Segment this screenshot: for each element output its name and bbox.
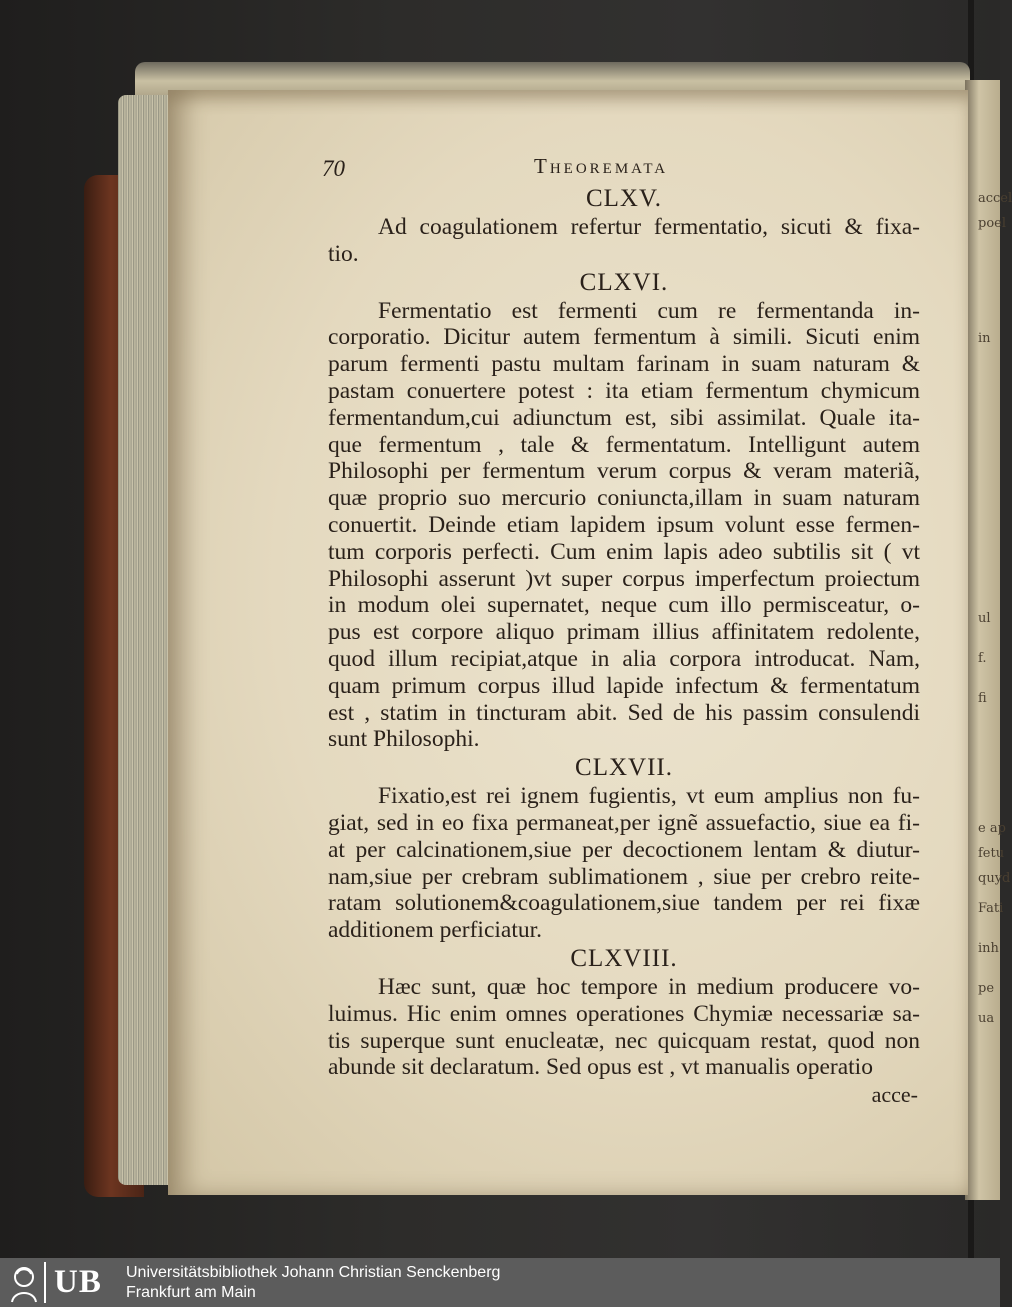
text-line: additionem perficiatur. [328, 917, 543, 944]
text-line: nam,siue per crebram sublimationem , siue per crebro reite- [328, 863, 920, 890]
text-line: luimus. Hic enim omnes operationes Chymiæ necessariæ sa- [328, 1000, 920, 1027]
section-paragraph [328, 298, 920, 754]
facing-page-fragment: inh [978, 941, 999, 956]
facing-page-fragment: fi [978, 691, 987, 706]
section-heading: CLXVII. [575, 754, 673, 782]
text-line: est , statim in tincturam abit. Sed de his passim consulendi [328, 699, 920, 726]
page-number: 70 [322, 156, 345, 181]
facing-page-fragment: ua [978, 1011, 995, 1026]
section-paragraph [328, 214, 920, 268]
text-line: Fixatio,est rei ignem fugientis, vt eum amplius non fu- [378, 783, 920, 810]
sections [328, 184, 920, 1081]
text-line: parum fermenti pastu multam farinam in suam naturam & [328, 351, 920, 378]
logo-text: UB [54, 1264, 102, 1300]
text-line: Philosophi asserunt )vt super corpus imperfectum proiectum [328, 565, 920, 592]
portrait-logo-icon [4, 1262, 46, 1303]
section-paragraph [328, 974, 920, 1081]
text-line: sunt Philosophi. [328, 726, 480, 753]
catchword: acce- [871, 1082, 918, 1108]
text-line: pus est corpore aliquo primam illius affinitatem redolente, [328, 619, 920, 646]
page-header [322, 150, 920, 184]
facing-page-fragment: f. [978, 651, 987, 666]
facing-page-fragment: in [978, 331, 991, 346]
text-line: fermentandum,cui adiunctum est, sibi assimilat. Quale ita- [328, 404, 920, 431]
text-line: quod illum recipiat,atque in alia corpora introducat. Nam, [328, 645, 920, 672]
running-head: Theoremata [534, 154, 669, 178]
text-line: in modum olei supernatet, neque cum illo permisceatur, o- [328, 592, 920, 619]
library-footer [0, 1258, 1000, 1307]
text-line: Fermentatio est fermenti cum re fermentanda in- [378, 297, 920, 324]
text-line: giat, sed in eo fixa permaneat,per ignẽ assuefactio, siue ea fi- [328, 809, 920, 836]
text-line: abunde sit declaratum. Sed opus est , vt manualis operatio [328, 1054, 873, 1081]
text-line: conuertit. Deinde etiam lapidem ipsum volunt esse fermen- [328, 511, 920, 538]
institution-line-2: Frankfurt am Main [126, 1284, 256, 1301]
facing-page-fragment: fetu [978, 846, 1005, 861]
institution-name [126, 1263, 500, 1303]
facing-page-edge [965, 80, 1012, 1200]
text-line: at per calcinationem,siue per decoctionem lentam & diutur- [328, 836, 920, 863]
text-line: que fermentum , tale & fermentatum. Intelligunt autem [328, 431, 920, 458]
facing-page-fragment: accel [978, 191, 1012, 206]
text-line: Philosophi per fermentum verum corpus & veram materiã, [328, 458, 920, 485]
facing-page-fragment: pe [978, 981, 995, 996]
institution-line-1: Universitätsbibliothek Johann Christian Senckenberg [126, 1264, 501, 1281]
facing-page-fragment: ul [978, 611, 991, 626]
library-logo [4, 1262, 116, 1303]
section-heading: CLXVI. [579, 268, 669, 296]
section-paragraph [328, 783, 920, 944]
text-line: Hæc sunt, quæ hoc tempore in medium producere vo- [378, 973, 920, 1000]
facing-page-fragment: poel [978, 216, 1006, 231]
text-line: pastam conuertere potest : ita etiam fermentum chymicum [328, 377, 920, 404]
page-text [322, 150, 920, 1109]
text-line: ratam solutionem&coagulationem,siue tandem per rei fixæ [328, 890, 920, 917]
facing-page-fragment: Fati [978, 901, 1004, 916]
text-line: tis superque sunt enucleatæ, nec quicquam restat, quod non [328, 1027, 920, 1054]
text-line: corporatio. Dicitur autem fermentum à simili. Sicuti enim [328, 324, 920, 351]
section-heading: CLXVIII. [570, 944, 678, 972]
text-line: tio. [328, 240, 359, 267]
section-heading: CLXV. [585, 185, 663, 212]
text-line: quæ proprio suo mercurio coniuncta,illam in suam naturam [328, 485, 920, 512]
facing-page-fragment: e ap [978, 821, 1006, 836]
text-line: Ad coagulationem refertur fermentatio, sicuti & fixa- [378, 214, 920, 240]
facing-page-fragment: quyd [978, 871, 1011, 886]
text-line: tum corporis perfecti. Cum enim lapis adeo subtilis sit ( vt [328, 538, 920, 565]
text-line: quam primum corpus illud lapide infectum & fermentatum [328, 672, 920, 699]
